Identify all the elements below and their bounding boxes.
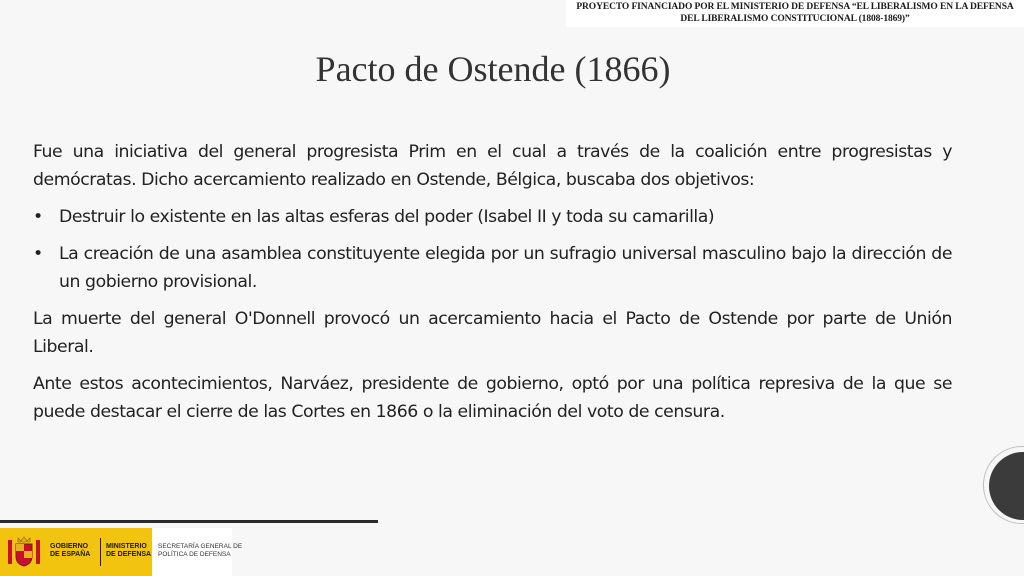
secretaria-line2: POLÍTICA DE DEFENSA	[158, 551, 231, 558]
gobierno-label	[50, 543, 90, 559]
bullet-text-1: Destruir lo existente en las altas esferas del poder (Isabel II y toda su camarilla)	[59, 207, 715, 227]
bullet-item-2	[33, 240, 952, 296]
funding-banner	[566, 0, 1024, 27]
paragraph-narvaez: Ante estos acontecimientos, Narváez, presidente de gobierno, optó por una política represiva de la que se puede destacar el cierre de las Cortes en 1866 o la eliminación del voto de censura.	[33, 374, 952, 422]
gobierno-line2: DE ESPAÑA	[50, 551, 91, 558]
footer-divider	[0, 520, 378, 523]
secretaria-label	[158, 543, 242, 559]
gobierno-line1: GOBIERNO	[50, 543, 89, 550]
bullet-icon: •	[33, 207, 43, 227]
ministerio-line1: MINISTERIO	[106, 543, 147, 550]
bullet-text-2: La creación de una asamblea constituyente elegida por un sufragio universal masculino bajo la dirección de un gobierno provisional.	[59, 244, 952, 292]
secretaria-line1: SECRETARÍA GENERAL DE	[158, 543, 243, 550]
paragraph-odonnell: La muerte del general O'Donnell provocó un acercamiento hacia el Pacto de Ostende por parte de Unión Liberal.	[33, 309, 952, 357]
funding-banner-line1: PROYECTO FINANCIADO POR EL MINISTERIO DE DEFENSA “EL LIBERALISMO EN LA DEFENSA	[576, 2, 1014, 12]
intro-paragraph: Fue una iniciativa del general progresista Prim en el cual a través de la coalición entre progresistas y demócratas. Dicho acercamiento realizado en Ostende, Bélgica, buscaba dos objetivos:	[33, 142, 952, 190]
ministerio-label	[106, 543, 151, 559]
funding-banner-line2: DEL LIBERALISMO CONSTITUCIONAL (1808-1869)”	[680, 14, 910, 24]
logo-separator	[100, 538, 101, 566]
ministerio-line2: DE DEFENSA	[106, 551, 152, 558]
bullet-icon: •	[33, 244, 43, 264]
slide-body	[33, 138, 952, 435]
spain-coat-of-arms-icon	[6, 534, 42, 570]
government-logo	[0, 528, 243, 576]
bullet-item-1	[33, 203, 952, 231]
slide-title: Pacto de Ostende (1866)	[315, 49, 671, 89]
